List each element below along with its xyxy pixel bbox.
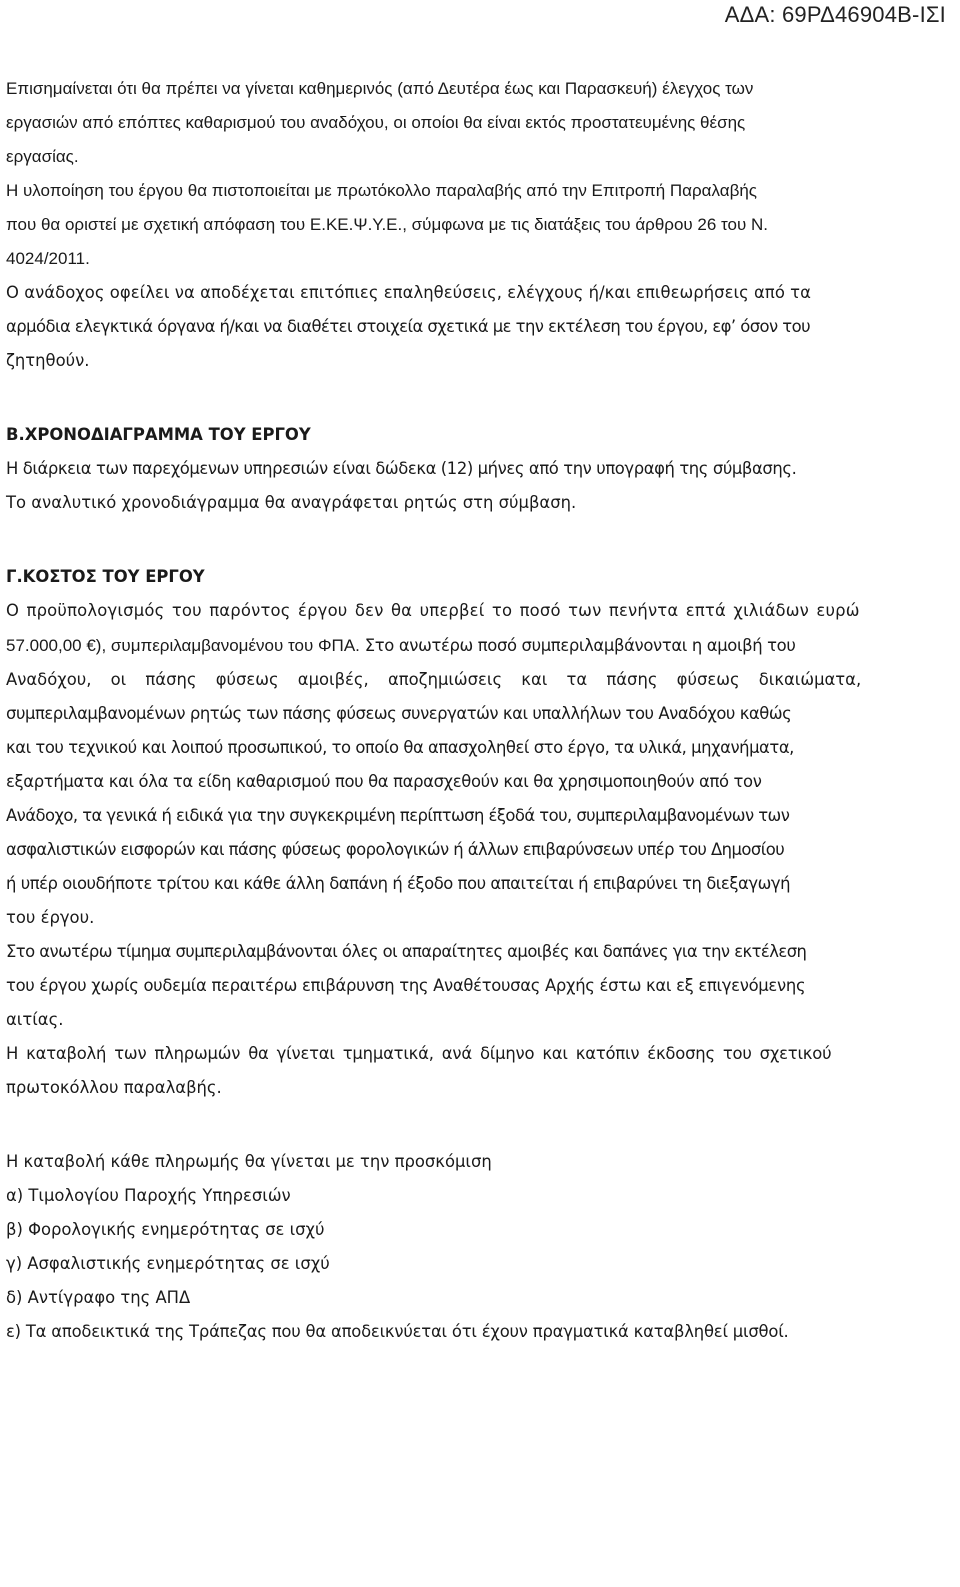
paragraph-6-line: του έργου χωρίς ουδεμία περαιτέρω επιβάρυνση της Αναθέτουσας Αρχής έστω και εξ επιγενόμενης [6, 976, 806, 995]
paragraph-5-line: εξαρτήματα και όλα τα είδη καθαρισμού που θα παρασχεθούν και θα χρησιμοποιηθούν από τον [6, 772, 762, 791]
document-body [6, 79, 944, 1342]
payment-doc-item: α) Τιμολογίου Παροχής Υπηρεσιών [6, 1186, 291, 1205]
paragraph-2-line: που θα οριστεί με σχετική απόφαση του Ε.ΚΕ.Ψ.Υ.Ε., σύμφωνα με τις διατάξεις του άρθρου 26 του Ν. [6, 215, 769, 234]
ada-identifier: ΑΔΑ: 69ΡΔ46904Β-ΙΣΙ [724, 2, 946, 27]
paragraph-5-line: Ο προϋπολογισμός του παρόντος έργου δεν θα υπερβεί το ποσό των πενήντα επτά χιλιάδων ευρώ [6, 601, 860, 620]
paragraph-7-line: πρωτοκόλλου παραλαβής. [6, 1078, 222, 1097]
cost-inclusion-text: Στο ανωτέρω ποσό συμπεριλαμβάνονται η αμοιβή του [364, 636, 796, 655]
paragraph-1-line: εργασίας. [6, 147, 79, 166]
payment-intro: Η καταβολή κάθε πληρωμής θα γίνεται με την προσκόμιση [6, 1152, 492, 1171]
payment-doc-item: γ) Ασφαλιστικής ενημερότητας σε ισχύ [6, 1254, 330, 1273]
paragraph-5-line: ή υπέρ οιουδήποτε τρίτου και κάθε άλλη δαπάνη ή έξοδο που απαιτείται ή επιβαρύνει τη διεξαγωγή [6, 874, 791, 893]
payment-doc-item: ε) Τα αποδεικτικά της Τράπεζας που θα αποδεικνύεται ότι έχουν πραγματικά καταβληθεί μισθοί. [6, 1322, 789, 1341]
paragraph-3-line: αρμόδια ελεγκτικά όργανα ή/και να διαθέτει στοιχεία σχετικά με την εκτέλεση του έργου, εφ’ όσον του [6, 317, 811, 336]
paragraph-6-line: Στο ανωτέρω τίμημα συμπεριλαμβάνονται όλες οι απαραίτητες αμοιβές και δαπάνες για την εκτέλεση [6, 942, 807, 961]
paragraph-7-line: Η καταβολή των πληρωμών θα γίνεται τμηματικά, ανά δίμηνο και κατόπιν έκδοσης του σχετικού [6, 1044, 832, 1063]
heading-cost: Γ.ΚΟΣΤΟΣ ΤΟΥ ΕΡΓΟΥ [6, 567, 205, 586]
paragraph-4-line: Το αναλυτικό χρονοδιάγραμμα θα αναγράφεται ρητώς στη σύμβαση. [6, 493, 577, 512]
paragraph-5-line: συμπεριλαμβανομένων ρητώς των πάσης φύσεως συνεργατών και υπαλλήλων του Αναδόχου καθώς [6, 704, 792, 723]
paragraph-5-line: και του τεχνικού και λοιπού προσωπικού, το οποίο θα απασχοληθεί στο έργο, τα υλικά, μηχανήματα, [6, 738, 794, 757]
paragraph-3-line: ζητηθούν. [6, 351, 90, 370]
paragraph-2-line: Η υλοποίηση του έργου θα πιστοποιείται με πρωτόκολλο παραλαβής από την Επιτροπή Παραλαβής [6, 181, 757, 200]
paragraph-1-line: Επισημαίνεται ότι θα πρέπει να γίνεται καθημερινός (από Δευτέρα έως και Παρασκευή) έλεγχος των [6, 79, 754, 98]
payment-doc-item: β) Φορολογικής ενημερότητας σε ισχύ [6, 1220, 325, 1239]
paragraph-2-line: 4024/2011. [6, 249, 90, 268]
payment-doc-item: δ) Αντίγραφο της ΑΠΔ [6, 1288, 191, 1307]
paragraph-4-line: Η διάρκεια των παρεχόμενων υπηρεσιών είναι δώδεκα (12) μήνες από την υπογραφή της σύμβασης. [6, 459, 797, 478]
paragraph-1-line: εργασιών από επόπτες καθαρισμού του αναδόχου, οι οποίοι θα είναι εκτός προστατευμένης θέσης [6, 113, 746, 132]
paragraph-5-line: ασφαλιστικών εισφορών και πάσης φύσεως φορολογικών ή άλλων επιβαρύνσεων υπέρ του Δημοσίου [6, 840, 785, 859]
paragraph-5-line: Αναδόχου, οι πάσης φύσεως αμοιβές, αποζημιώσεις και τα πάσης φύσεως δικαιώματα, [6, 670, 862, 689]
paragraph-5-line: Ανάδοχο, τα γενικά ή ειδικά για την συγκεκριμένη περίπτωση έξοδά του, συμπεριλαμβανομένων των [6, 806, 790, 825]
paragraph-5-line [6, 635, 944, 656]
heading-schedule: Β.ΧΡΟΝΟΔΙΑΓΡΑΜΜΑ ΤΟΥ ΕΡΓΟΥ [6, 425, 311, 444]
paragraph-3-line: Ο ανάδοχος οφείλει να αποδέχεται επιτόπιες επαληθεύσεις, ελέγχους ή/και επιθεωρήσεις από τα [6, 283, 811, 302]
paragraph-5-line: του έργου. [6, 908, 95, 927]
paragraph-6-line: αιτίας. [6, 1010, 64, 1029]
cost-amount-text: 57.000,00 €), συμπεριλαμβανομένου του ΦΠΑ. [6, 636, 360, 655]
